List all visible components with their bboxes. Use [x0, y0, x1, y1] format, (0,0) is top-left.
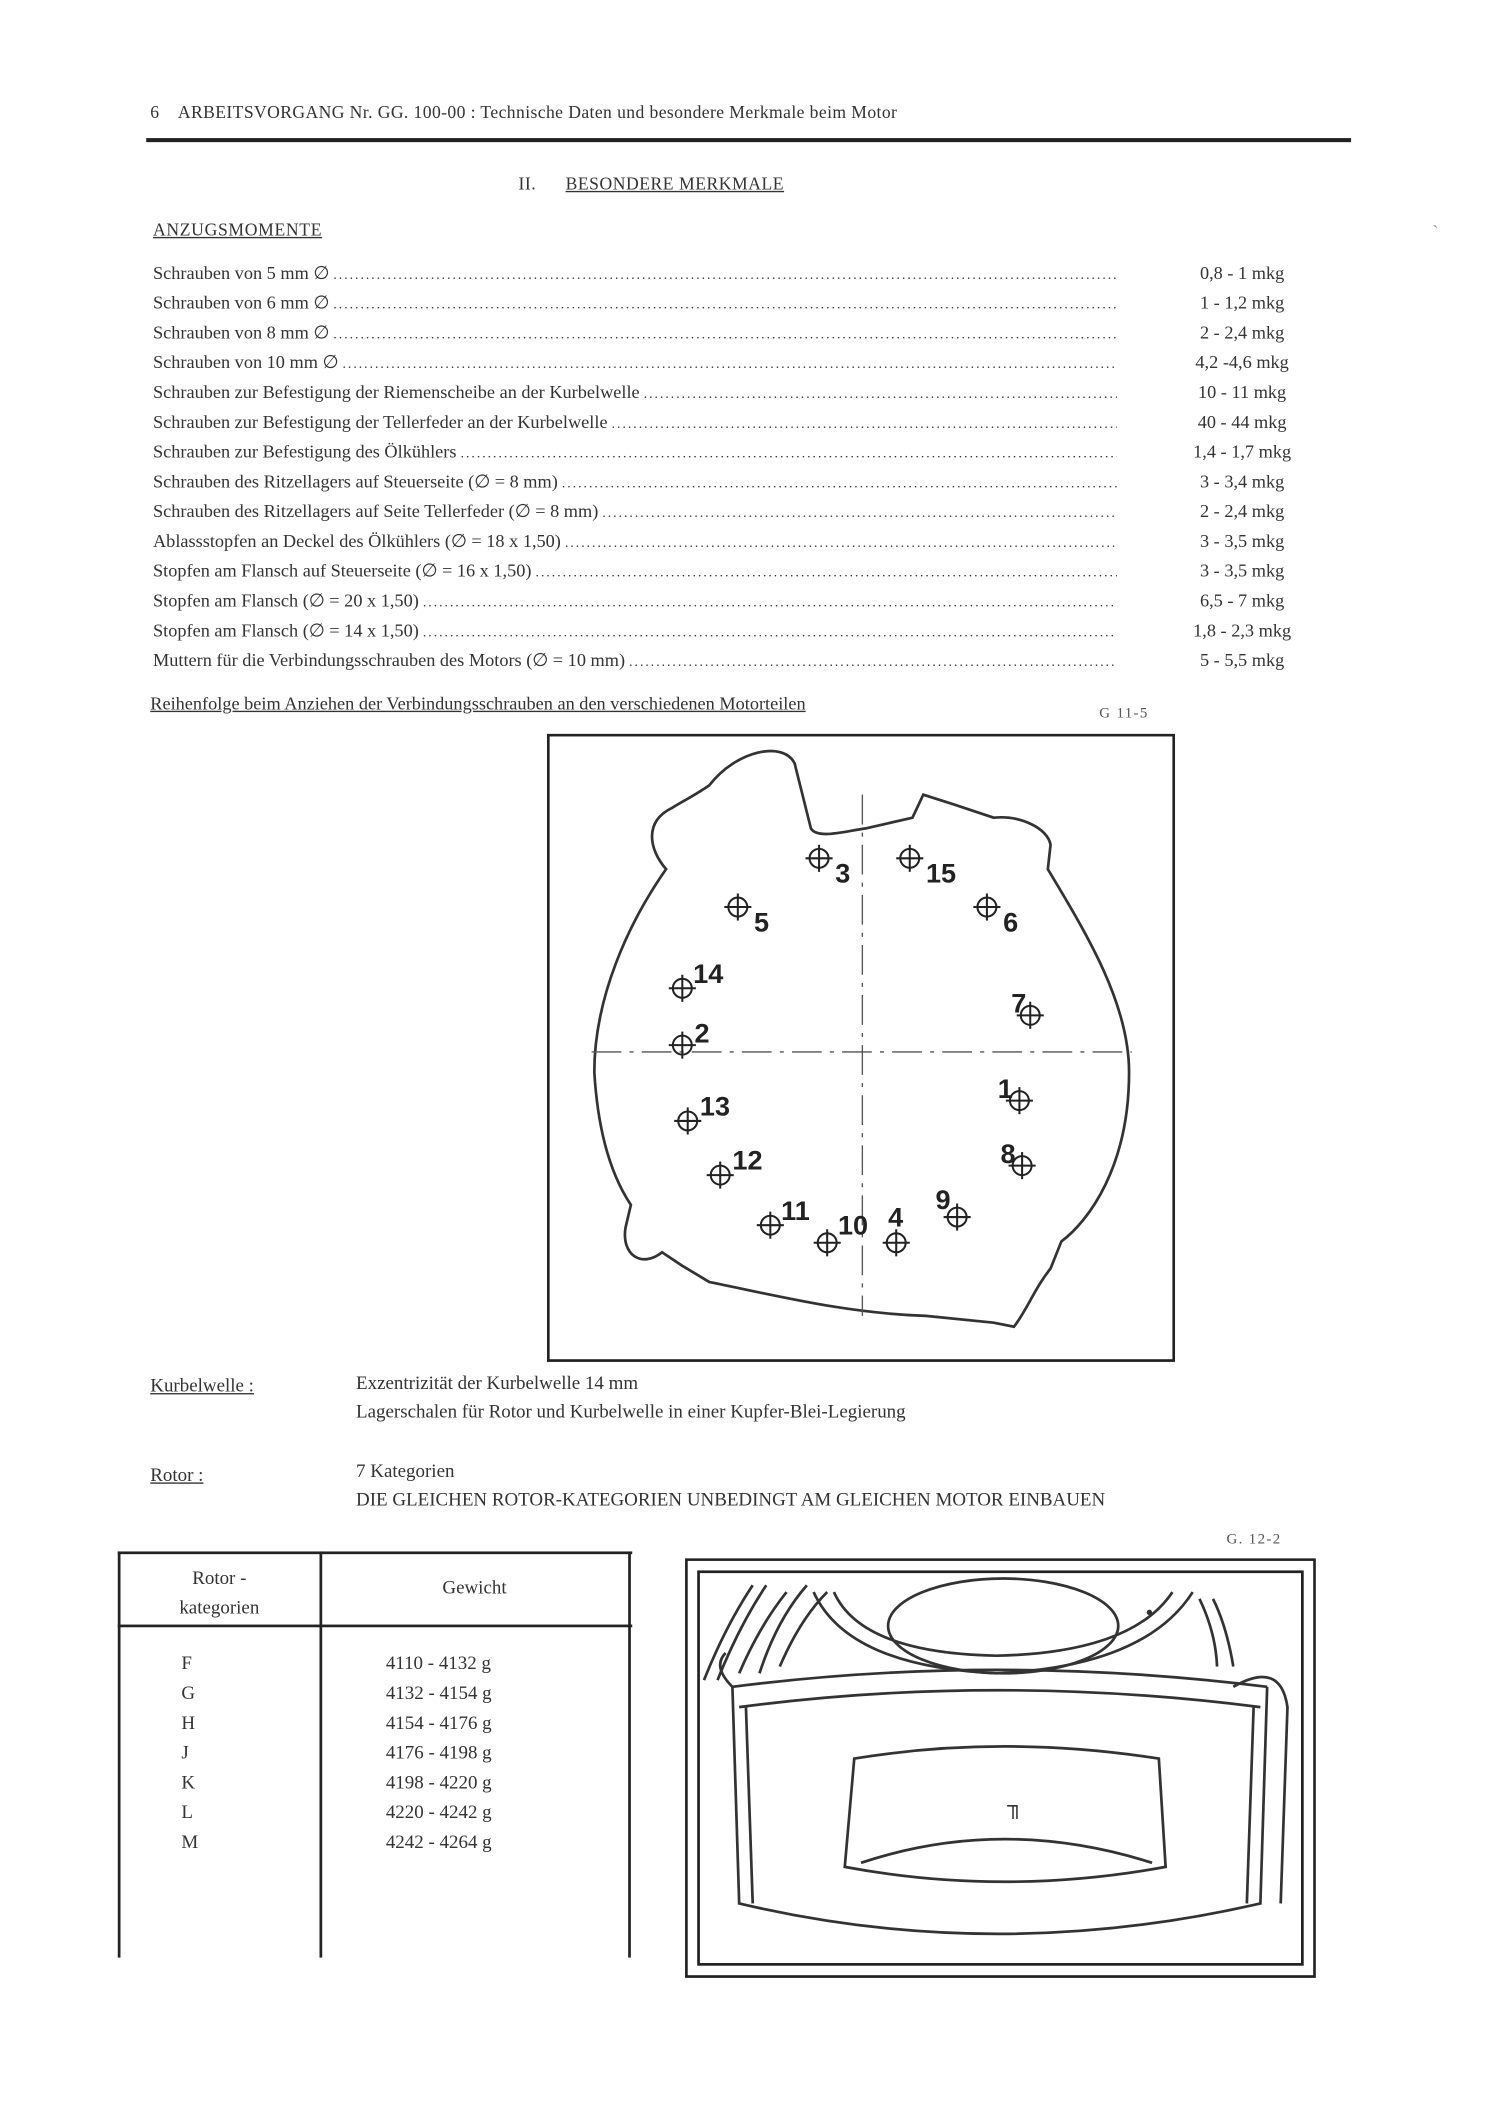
leader-dots — [461, 441, 1117, 463]
rotor-label: Rotor : — [150, 1466, 204, 1487]
bolt-number: 2 — [694, 1017, 710, 1049]
bolt-number: 8 — [1000, 1137, 1016, 1169]
torque-label: Schrauben des Ritzellagers auf Seite Tellerfeder (∅ = 8 mm) — [152, 500, 599, 522]
rotor-figure-code: G. 12-2 — [1226, 1531, 1282, 1548]
bolt-number: 3 — [835, 857, 851, 889]
torque-value: 40 - 44 mkg — [1197, 411, 1287, 432]
kurbelwelle-line1: Exzentrizität der Kurbelwelle 14 mm — [356, 1374, 639, 1395]
weight-category: F — [181, 1654, 192, 1675]
torque-row — [153, 352, 1117, 379]
torque-row — [153, 620, 1117, 647]
torque-value: 1 - 1,2 mkg — [1199, 292, 1285, 313]
leader-dots — [333, 263, 1117, 285]
leader-dots — [629, 650, 1117, 672]
bolt-11 — [757, 1195, 810, 1239]
weight-header-gewicht: Gewicht — [442, 1578, 507, 1599]
bolt-number: 9 — [935, 1183, 951, 1215]
torque-value: 3 - 3,4 mkg — [1199, 471, 1285, 492]
bolt-number: 15 — [925, 857, 957, 889]
torque-label: Schrauben zur Befestigung der Tellerfeder an der Kurbelwelle — [152, 411, 608, 432]
torque-label: Schrauben des Ritzellagers auf Steuerseite (∅ = 8 mm) — [152, 471, 558, 492]
bolt-number: 11 — [781, 1194, 810, 1226]
section-title — [519, 173, 785, 195]
torque-value: 1,4 - 1,7 mkg — [1193, 441, 1292, 462]
weight-value: 4132 - 4154 g — [385, 1684, 492, 1705]
torque-label: Schrauben von 5 mm ∅ — [152, 262, 330, 283]
bolt-number: 10 — [838, 1209, 869, 1241]
bolt-number: 7 — [1011, 987, 1027, 1019]
torque-heading: ANZUGSMOMENTE — [152, 219, 323, 240]
torque-label: Schrauben von 8 mm ∅ — [152, 322, 330, 343]
torque-value: 2 - 2,4 mkg — [1199, 322, 1285, 343]
bolt-12 — [707, 1145, 763, 1189]
torque-row — [153, 292, 1117, 319]
leader-dots — [565, 531, 1117, 553]
torque-value: 3 - 3,5 mkg — [1199, 530, 1285, 551]
torque-label: Stopfen am Flansch (∅ = 14 x 1,50) — [152, 620, 419, 641]
leader-dots — [562, 471, 1117, 493]
bolt-sequence-diagram — [547, 734, 1175, 1364]
torque-row — [153, 560, 1117, 587]
torque-value: 1,8 - 2,3 mkg — [1193, 620, 1292, 641]
bolt-markers — [669, 845, 1044, 1257]
torque-value: 2 - 2,4 mkg — [1199, 500, 1285, 522]
leader-dots — [423, 620, 1117, 642]
torque-label: Ablassstopfen an Deckel des Ölkühlers (∅ = 18 x 1,50) — [152, 530, 561, 551]
weight-category: K — [181, 1773, 196, 1794]
torque-row — [153, 531, 1117, 558]
rotor-line1: 7 Kategorien — [356, 1462, 455, 1483]
page-header — [150, 102, 897, 124]
torque-row — [153, 501, 1117, 528]
weight-header-cat-2: kategorien — [179, 1598, 260, 1620]
torque-row — [153, 382, 1117, 409]
weight-value: 4176 - 4198 g — [385, 1743, 492, 1765]
leader-dots — [536, 560, 1117, 582]
bolt-number: 4 — [888, 1201, 904, 1233]
weight-category: H — [181, 1713, 196, 1735]
torque-label: Stopfen am Flansch (∅ = 20 x 1,50) — [152, 590, 419, 611]
torque-value: 6,5 - 7 mkg — [1199, 590, 1285, 611]
bolt-9 — [935, 1184, 970, 1231]
torque-row — [153, 471, 1117, 498]
bolt-15 — [896, 845, 956, 889]
page-number: 6 — [150, 101, 160, 122]
leader-dots — [343, 352, 1117, 374]
header-rule — [146, 138, 1351, 142]
bolt-number: 12 — [732, 1144, 763, 1176]
margin-mark: ` — [1432, 223, 1439, 244]
torque-value: 10 - 11 mkg — [1198, 381, 1287, 403]
bolt-3 — [806, 845, 851, 889]
weight-category: J — [181, 1743, 189, 1765]
bolt-10 — [814, 1210, 868, 1257]
bolt-number: 1 — [997, 1072, 1013, 1104]
torque-value: 0,8 - 1 mkg — [1199, 262, 1285, 283]
torque-value: 3 - 3,5 mkg — [1199, 560, 1285, 581]
bolt-8 — [1000, 1138, 1035, 1179]
weight-value: 4110 - 4132 g — [385, 1654, 491, 1675]
torque-label: Schrauben von 10 mm ∅ — [152, 351, 339, 373]
torque-row — [153, 590, 1117, 617]
torque-row — [153, 650, 1117, 677]
rotor-line2: DIE GLEICHEN ROTOR-KATEGORIEN UNBEDINGT AM GLEICHEN MOTOR EINBAUEN — [356, 1490, 1106, 1511]
bolt-6 — [973, 894, 1018, 938]
weight-category: M — [181, 1833, 199, 1854]
bolt-number: 13 — [699, 1090, 731, 1122]
leader-dots — [333, 292, 1117, 314]
kurbelwelle-label: Kurbelwelle : — [150, 1376, 254, 1398]
bolt-13 — [674, 1091, 730, 1135]
torque-row — [153, 263, 1117, 290]
bolt-number: 6 — [1003, 906, 1019, 938]
weight-category: G — [181, 1684, 196, 1705]
torque-label: Schrauben von 6 mm ∅ — [152, 292, 330, 313]
leader-dots — [612, 412, 1117, 434]
weight-category: L — [181, 1803, 194, 1824]
rotor-picture — [685, 1558, 1316, 1980]
bolt-7 — [1011, 988, 1043, 1029]
bolt-5 — [724, 894, 769, 938]
svg-text:╖: ╖ — [1007, 1792, 1023, 1818]
bolt-number: 5 — [754, 906, 770, 938]
weight-header-cat-1: Rotor - — [192, 1569, 247, 1590]
torque-label: Schrauben zur Befestigung des Ölkühlers — [152, 441, 457, 462]
weight-value: 4220 - 4242 g — [385, 1803, 492, 1824]
torque-label: Muttern für die Verbindungsschrauben des Motors (∅ = 10 mm) — [152, 649, 626, 671]
header-text: ARBEITSVORGANG Nr. GG. 100-00 : Technische Daten und besondere Merkmale beim Motor — [177, 101, 898, 122]
bolt-4 — [883, 1202, 910, 1257]
sequence-caption: Reihenfolge beim Anziehen der Verbindungsschrauben an den verschiedenen Motorteilen — [150, 693, 806, 714]
section-heading: BESONDERE MERKMALE — [565, 173, 785, 194]
bolt-number: 14 — [693, 957, 724, 989]
weight-value: 4242 - 4264 g — [385, 1833, 492, 1854]
weight-table — [118, 1551, 632, 1957]
leader-dots — [602, 501, 1117, 523]
torque-label: Schrauben zur Befestigung der Riemenscheibe an der Kurbelwelle — [152, 381, 640, 403]
leader-dots — [644, 382, 1117, 404]
torque-label: Stopfen am Flansch auf Steuerseite (∅ = 16 x 1,50) — [152, 560, 532, 581]
weight-value: 4198 - 4220 g — [385, 1773, 492, 1794]
leader-dots — [333, 322, 1117, 344]
bolt-14 — [669, 958, 723, 1002]
section-number: II. — [518, 173, 537, 194]
weight-value: 4154 - 4176 g — [385, 1713, 492, 1735]
torque-row — [153, 441, 1117, 468]
torque-value: 4,2 -4,6 mkg — [1195, 351, 1289, 373]
torque-row — [153, 322, 1117, 349]
bolt-1 — [998, 1073, 1033, 1114]
figure-code: G 11-5 — [1099, 705, 1149, 722]
leader-dots — [423, 590, 1117, 612]
torque-row — [153, 412, 1117, 439]
torque-value: 5 - 5,5 mkg — [1199, 649, 1285, 671]
kurbelwelle-line2: Lagerschalen für Rotor und Kurbelwelle in einer Kupfer-Blei-Legierung — [356, 1402, 906, 1423]
